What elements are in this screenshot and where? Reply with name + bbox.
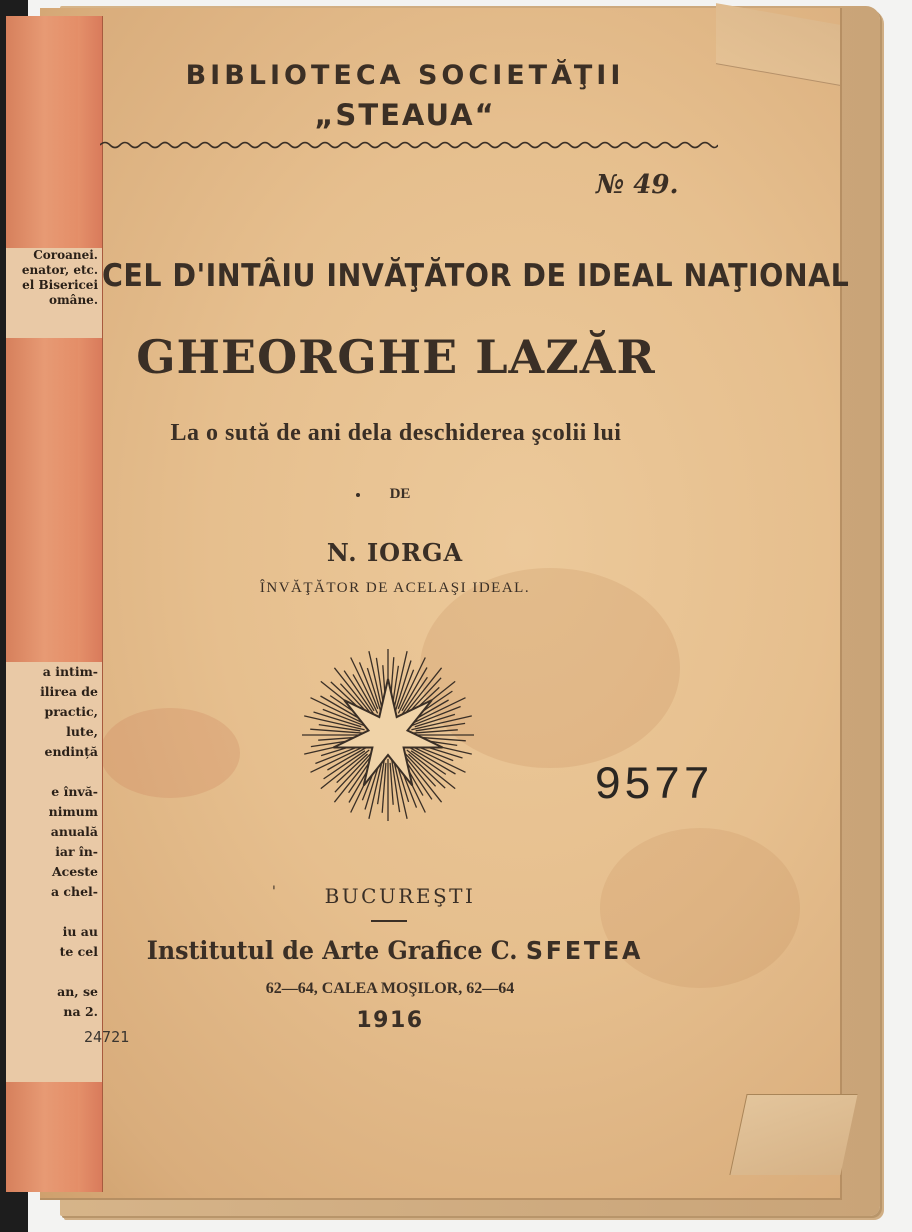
divider [371,920,407,922]
stamp-number: 9577 [594,760,713,812]
publisher-main: Institutul de Arte Grafice C. [146,936,518,965]
spine-line: ilirea de [40,684,98,699]
spine-line: endință [44,744,98,759]
spine-line [6,762,98,782]
issue-number: № 49. [596,170,679,200]
spine-line: practic, [44,704,98,719]
inventory-number: 24721 [84,1028,130,1046]
author-name: N. IORGA [326,538,464,567]
spine-text-middle [6,662,102,1082]
spine-line: Aceste [51,864,98,879]
subtitle: La o sută de ani dela deschiderea şcolii lui [170,420,622,446]
society-name: „STEAUA“ [314,98,496,132]
radiant-star-icon [290,640,486,830]
star-ray [324,751,365,779]
spine-line: na 2. [63,1004,98,1019]
spine-line: Coroanei. [33,248,98,262]
spine-line: a chel- [50,884,98,899]
spine-line [6,902,98,922]
spine-line: e învă- [51,784,98,799]
ornament-dot: ' [272,884,276,900]
by-label: DE [389,486,411,502]
wavy-rule [100,138,718,152]
spine-line: iar în- [55,844,98,859]
spine-line: iu au [62,924,98,939]
publisher [105,936,685,965]
publisher-name: SFETEA [525,936,644,965]
paper-stain [100,708,240,798]
library-name: BIBLIOTECA SOCIETĂŢII [185,60,625,91]
spine-line: lute, [66,724,98,739]
title-line-1: CEL D'INTÂIU INVĂŢĂTOR DE IDEAL NAŢIONAL [102,258,850,294]
spine-line: omâne. [48,293,98,307]
spine-tape [6,16,103,1192]
publication-year: 1916 [356,1008,424,1033]
spine-line: an, se [57,984,98,999]
main-title: GHEORGHE LAZĂR [136,330,656,384]
spine-line: nimum [48,804,98,819]
imprint-city: BUCUREŞTI [324,884,476,908]
spine-line: enator, etc. [21,263,98,277]
publisher-address: 62—64, CALEA MOŞILOR, 62—64 [265,980,515,997]
spine-line: te cel [59,944,98,959]
spine-line: a intim- [42,664,98,679]
torn-corner [729,1094,857,1175]
spine-line: anuală [50,824,98,839]
spine-text-top [6,248,102,338]
author-subtitle: ÎNVĂŢĂTOR DE ACELAŞI IDEAL. [259,580,531,596]
spine-line [6,962,98,982]
spine-line: el Bisericei [22,278,98,292]
